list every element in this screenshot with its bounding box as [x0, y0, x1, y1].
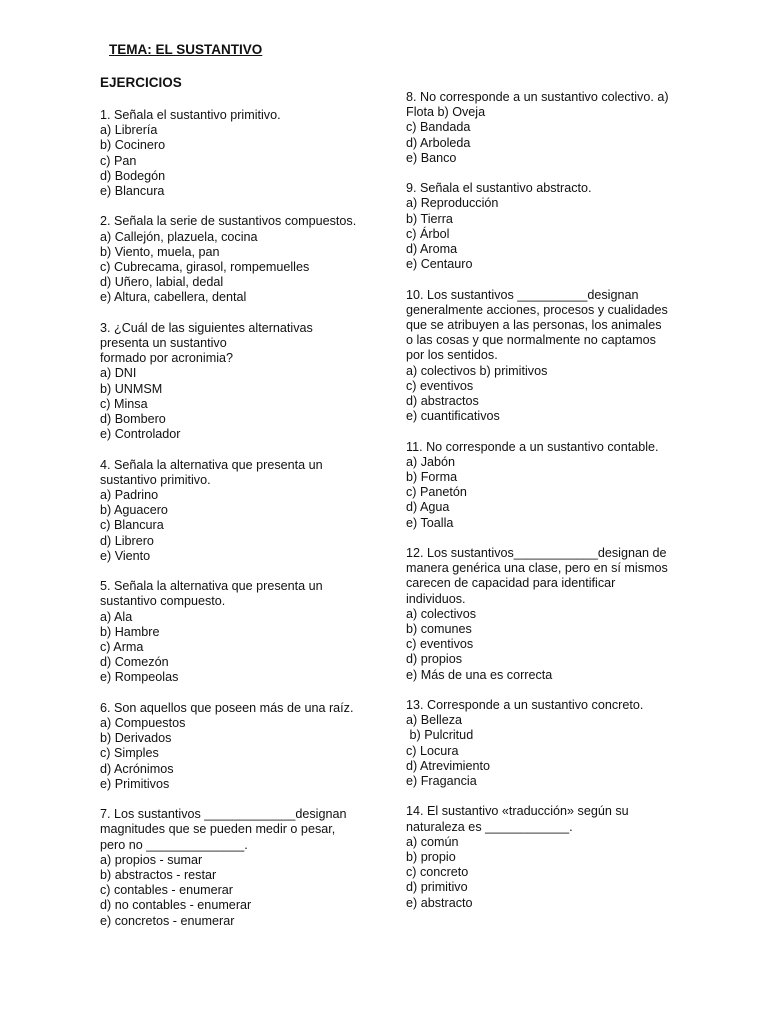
answer-option: b) UNMSM [100, 381, 163, 396]
answer-option: e) Controlador [100, 427, 181, 442]
question-stem: 2. Señala la serie de sustantivos compuestos. [100, 214, 357, 229]
exercise-item [406, 440, 678, 531]
answer-option: b) abstractos - restar [100, 868, 217, 883]
answer-options [406, 364, 678, 425]
question-stem: 14. El sustantivo «traducción» según su naturaleza es ____________. [406, 804, 629, 834]
answer-option: b) Aguacero [100, 503, 168, 518]
answer-option: c) eventivos [406, 378, 474, 393]
exercise-item [406, 288, 678, 425]
answer-option: d) Atrevimiento [406, 758, 490, 773]
answer-option: d) Librero [100, 533, 154, 548]
answer-option: a) colectivos [406, 606, 476, 621]
question-stem: 10. Los sustantivos __________designan generalmente acciones, procesos y cualidades que se atribuyen a las personas, los animales o las cosas y que normalmente no captamos por los sentidos. [406, 287, 668, 363]
exercise-item [100, 321, 370, 443]
answer-option: d) primitivo [406, 880, 468, 895]
answer-option: e) Primitivos [100, 776, 170, 791]
answer-option: c) contables - enumerar [100, 883, 233, 898]
answer-option: c) Blancura [100, 518, 164, 533]
exercise-item [100, 108, 370, 199]
answer-options [406, 196, 678, 272]
answer-options [100, 488, 370, 564]
answer-option: b) Viento, muela, pan [100, 244, 220, 259]
answer-options [406, 713, 678, 789]
answer-option: e) Toalla [406, 515, 454, 530]
answer-option: a) Ala [100, 609, 133, 624]
answer-option: a) DNI [100, 366, 137, 381]
exercise-item [100, 458, 370, 564]
answer-option: d) Bodegón [100, 168, 166, 183]
answer-option: a) Padrino [100, 488, 159, 503]
answer-option: e) Blancura [100, 184, 165, 199]
answer-option: d) propios [406, 652, 463, 667]
question-stem: 11. No corresponde a un sustantivo contable. [406, 439, 659, 454]
answer-option: c) Bandada [406, 120, 471, 135]
answer-option: b) propio [406, 850, 456, 865]
answer-option: b) Pulcritud [406, 728, 474, 743]
answer-options [100, 716, 370, 792]
question-stem: 3. ¿Cuál de las siguientes alternativas presenta un sustantivo formado por acronimia? [100, 320, 313, 366]
answer-option: c) Pan [100, 153, 137, 168]
answer-options [406, 835, 678, 911]
answer-option: b) Tierra [406, 211, 453, 226]
answer-option: c) Árbol [406, 226, 450, 241]
answer-option: c) Arma [100, 640, 144, 655]
exercise-item [406, 181, 678, 272]
answer-option: e) cuantificativos [406, 409, 500, 424]
question-stem: 9. Señala el sustantivo abstracto. [406, 181, 592, 196]
answer-option: e) Fragancia [406, 774, 477, 789]
answer-option: a) colectivos b) primitivos [406, 363, 548, 378]
answer-option: c) Simples [100, 746, 159, 761]
question-stem: 12. Los sustantivos____________designan de manera genérica una clase, pero en sí mismos carecen de capacidad para identificar individuos. [406, 546, 668, 606]
answer-option: d) Bombero [100, 412, 166, 427]
question-stem: 7. Los sustantivos _____________designan magnitudes que se pueden medir o pesar, pero no ______________. [100, 807, 347, 852]
answer-option: b) Cocinero [100, 138, 166, 153]
answer-option: b) Forma [406, 470, 458, 485]
question-stem: 5. Señala la alternativa que presenta un sustantivo compuesto. [100, 579, 323, 609]
question-stem: 8. No corresponde a un sustantivo colectivo. a) Flota b) Oveja [406, 90, 669, 120]
answer-option: e) Más de una es correcta [406, 667, 553, 682]
answer-option: c) Cubrecama, girasol, rompemuelles [100, 260, 310, 275]
answer-option: d) Acrónimos [100, 761, 174, 776]
answer-option: d) abstractos [406, 394, 479, 409]
answer-option: c) Panetón [406, 485, 467, 500]
answer-option: d) Comezón [100, 655, 169, 670]
answer-option: c) Locura [406, 743, 459, 758]
answer-option: b) Derivados [100, 731, 172, 746]
answer-option: a) Jabón [406, 454, 456, 469]
answer-option: e) Altura, cabellera, dental [100, 290, 247, 305]
left-column [100, 108, 370, 944]
answer-option: c) Minsa [100, 396, 148, 411]
question-stem: 4. Señala la alternativa que presenta un sustantivo primitivo. [100, 457, 323, 487]
answer-options [100, 230, 370, 306]
answer-option: e) Viento [100, 548, 151, 563]
exercise-item [406, 804, 678, 910]
answer-option: d) Uñero, labial, dedal [100, 275, 224, 290]
answer-option: e) concretos - enumerar [100, 913, 235, 928]
answer-option: e) abstracto [406, 895, 473, 910]
answer-option: a) Compuestos [100, 716, 186, 731]
answer-options [406, 120, 678, 166]
right-column [406, 90, 678, 926]
answer-option: a) Reproducción [406, 196, 499, 211]
answer-option: e) Centauro [406, 257, 473, 272]
answer-option: e) Rompeolas [100, 670, 179, 685]
exercise-item [100, 701, 370, 792]
question-stem: 6. Son aquellos que poseen más de una raíz. [100, 700, 354, 715]
answer-option: c) concreto [406, 865, 469, 880]
answer-option: a) Librería [100, 123, 158, 138]
answer-option: a) común [406, 834, 459, 849]
answer-option: a) Belleza [406, 713, 463, 728]
answer-option: d) no contables - enumerar [100, 898, 252, 913]
exercise-item [406, 90, 678, 166]
exercise-item [100, 214, 370, 305]
question-stem: 1. Señala el sustantivo primitivo. [100, 108, 281, 122]
answer-option: a) propios - sumar [100, 852, 203, 867]
answer-options [406, 607, 678, 683]
section-heading: EJERCICIOS [100, 75, 182, 90]
exercise-item [100, 579, 370, 685]
answer-option: b) comunes [406, 622, 472, 637]
question-stem: 13. Corresponde a un sustantivo concreto. [406, 698, 644, 713]
answer-option: d) Arboleda [406, 135, 471, 150]
answer-options [100, 610, 370, 686]
answer-options [100, 853, 370, 929]
answer-option: e) Banco [406, 150, 457, 165]
answer-option: a) Callejón, plazuela, cocina [100, 229, 258, 244]
answer-option: b) Hambre [100, 624, 160, 639]
answer-options [406, 455, 678, 531]
answer-options [100, 123, 370, 199]
exercise-item [100, 807, 370, 929]
page-title: TEMA: EL SUSTANTIVO [109, 42, 263, 57]
answer-option: d) Agua [406, 500, 450, 515]
answer-option: d) Aroma [406, 242, 458, 257]
answer-options [100, 366, 370, 442]
answer-option: c) eventivos [406, 637, 474, 652]
exercise-item [406, 698, 678, 789]
exercise-item [406, 546, 678, 683]
